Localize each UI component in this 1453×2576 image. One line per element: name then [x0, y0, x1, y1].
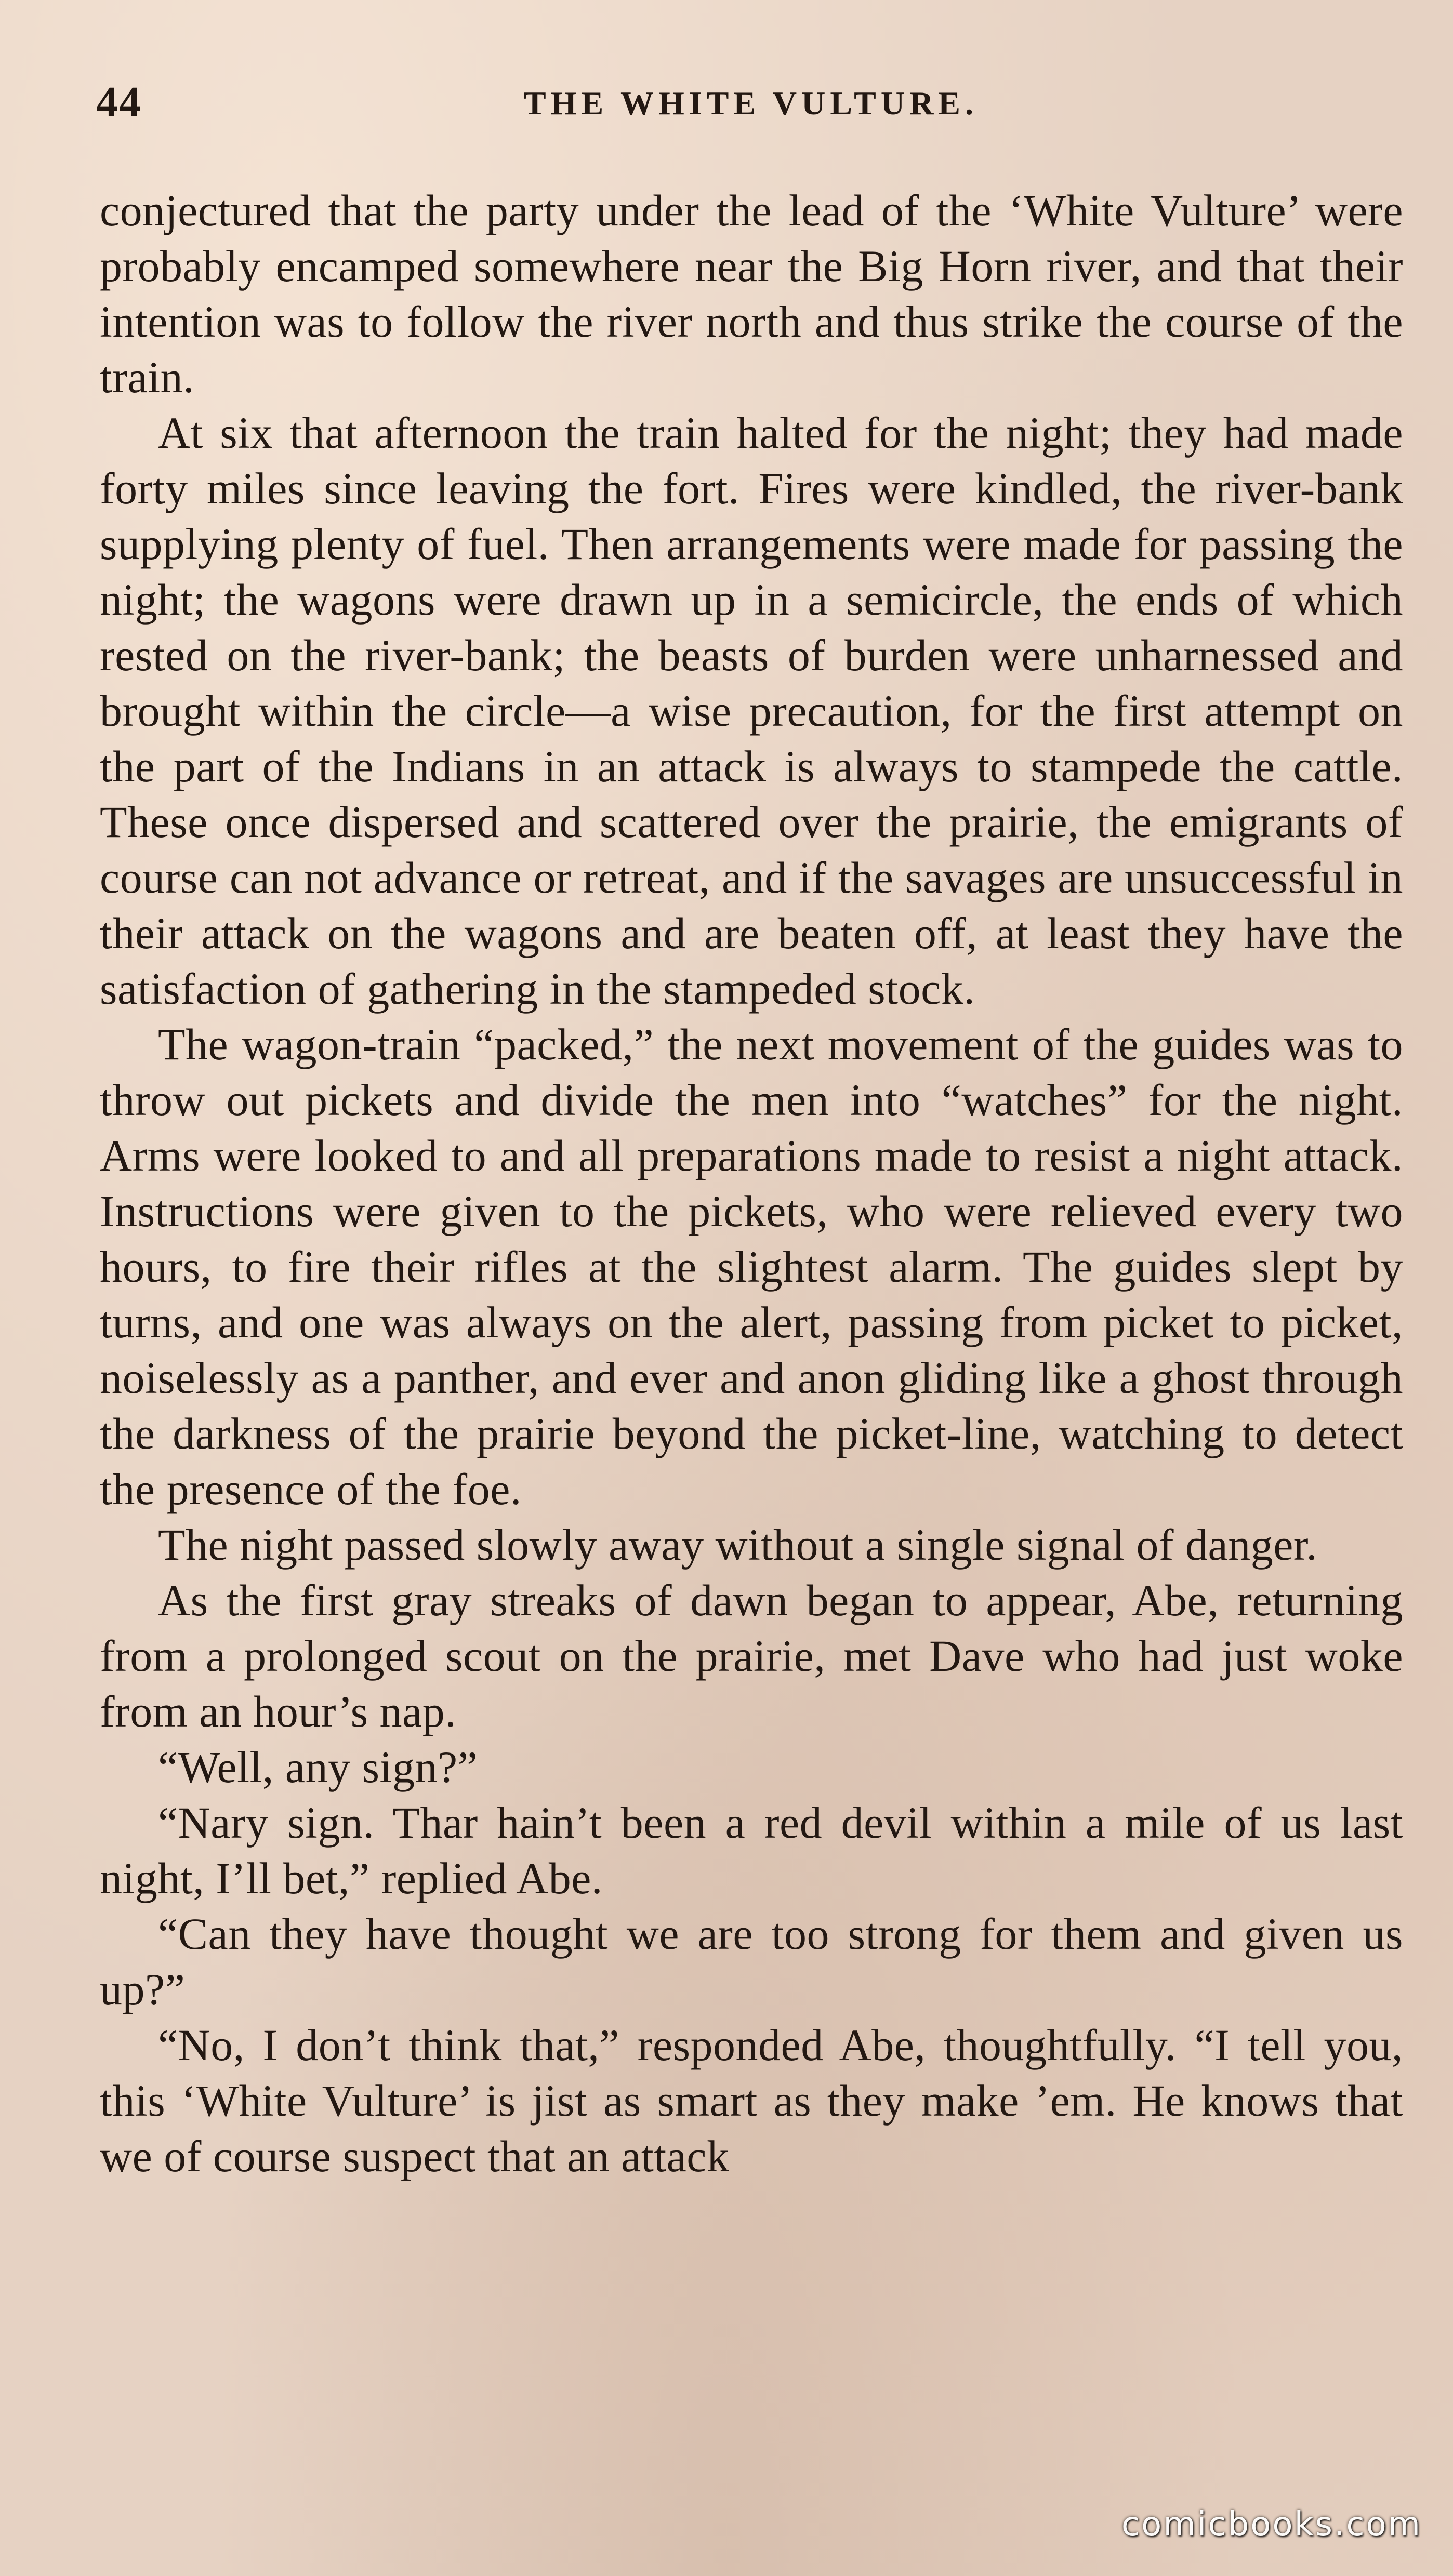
paragraph: “Nary sign. Thar hain’t been a red devil within a mile of us last night, I’ll bet,” replied Abe. — [100, 1798, 1403, 1903]
paragraph: The night passed slowly away without a single signal of danger. — [158, 1520, 1318, 1570]
body-text — [100, 183, 1403, 2184]
page-header — [96, 77, 1406, 134]
paragraph: The wagon-train “packed,” the next movement of the guides was to throw out pickets and divide the men into “watches” for the night. Arms were looked to and all preparations made to resist a night attack. Instructions were given to the pickets, who were relieved every two hours, to fire their rifles at the slightest alarm. The guides slept by turns, and one was always on the alert, passing from picket to picket, noiselessly as a panther, and ever and anon gliding like a ghost through the darkness of the prairie beyond the picket-line, watching to detect the presence of the foe. — [100, 1019, 1403, 1514]
watermark: comicbooks.com — [1121, 2505, 1422, 2544]
page-number: 44 — [96, 78, 142, 126]
running-title: THE WHITE VULTURE. — [524, 85, 978, 122]
paragraph: As the first gray streaks of dawn began to appear, Abe, returning from a prolonged scout on the prairie, met Dave who had just woke from an hour’s nap. — [100, 1575, 1403, 1736]
paragraph: At six that afternoon the train halted for the night; they had made forty miles since leaving the fort. Fires were kindled, the river-bank supplying plenty of fuel. Then arrangements were made for passing the night; the wagons were drawn up in a semicircle, the ends of which rested on the river-bank; the beasts of burden were unharnessed and brought within the circle—a wise precaution, for the first attempt on the part of the Indians in an attack is always to stampede the cattle. These once dispersed and scattered over the prairie, the emigrants of course can not advance or retreat, and if the savages are unsuccessful in their attack on the wagons and are beaten off, at least they have the satisfaction of gathering in the stampeded stock. — [100, 408, 1403, 1014]
paragraph: “No, I don’t think that,” responded Abe, thoughtfully. “I tell you, this ‘White Vulture’ is jist as smart as they make ’em. He knows that we of course suspect that an attack — [100, 2020, 1403, 2181]
paragraph: “Can they have thought we are too strong for them and given us up?” — [100, 1909, 1403, 2014]
paragraph: conjectured that the party under the lead of the ‘White Vulture’ were probably encamped somewhere near the Big Horn river, and that their intention was to follow the river north and thus strike the course of the train. — [100, 185, 1403, 402]
paragraph: “Well, any sign?” — [158, 1742, 478, 1792]
